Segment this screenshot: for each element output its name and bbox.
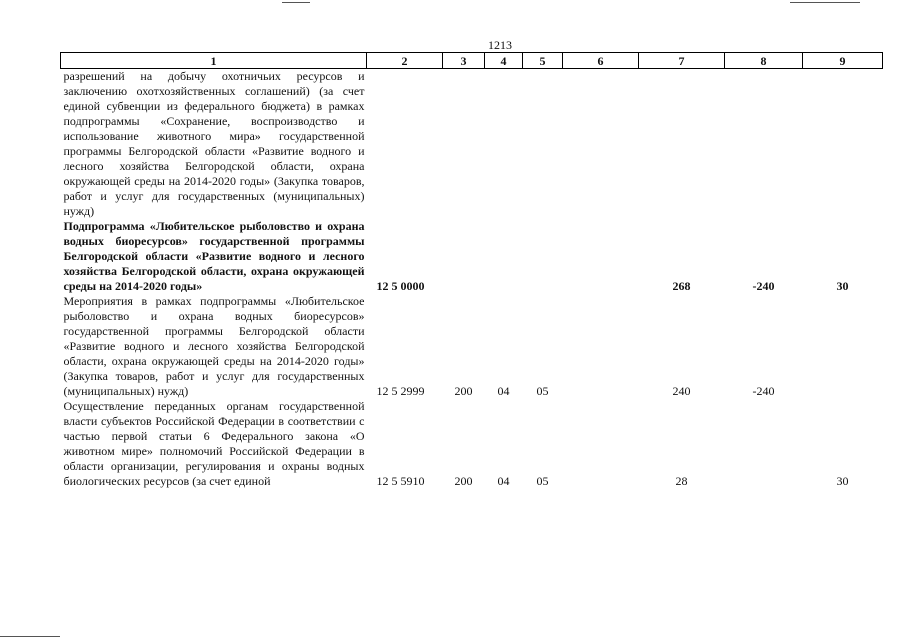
column-6-value bbox=[563, 294, 639, 399]
section-code bbox=[485, 69, 523, 220]
section-code: 04 bbox=[497, 384, 510, 398]
subsection-code bbox=[523, 69, 563, 220]
table-row bbox=[61, 219, 883, 294]
column-header: 2 bbox=[367, 53, 443, 69]
column-8-value bbox=[725, 69, 803, 220]
column-9-value bbox=[803, 294, 883, 399]
column-9-value: 30 bbox=[836, 474, 849, 488]
column-header: 5 bbox=[523, 53, 563, 69]
section-code bbox=[485, 219, 523, 294]
page-number: 1213 bbox=[488, 38, 512, 52]
column-8-value bbox=[725, 399, 803, 489]
target-article-code: 12 5 0000 bbox=[376, 279, 425, 293]
expense-type bbox=[443, 69, 485, 220]
expense-type: 200 bbox=[454, 474, 473, 488]
column-header: 1 bbox=[61, 53, 367, 69]
column-6-value bbox=[563, 399, 639, 489]
scan-edge-mark bbox=[790, 2, 860, 3]
row-description: Мероприятия в рамках подпрограммы «Любительское рыболовство и охрана водных биоресурсов» государственной программы Белгородской области «Развитие водного и лесного хозяйства Белгородской области, охрана окружающей среды на 2014-2020 годы» (Закупка товаров, работ и услуг для государственных (муниципальных) нужд) bbox=[63, 294, 365, 398]
section-code: 04 bbox=[497, 474, 510, 488]
column-8-value: -240 bbox=[752, 384, 775, 398]
column-header: 7 bbox=[639, 53, 725, 69]
column-header: 4 bbox=[485, 53, 523, 69]
scan-edge-mark bbox=[282, 2, 310, 3]
subsection-code: 05 bbox=[536, 474, 549, 488]
column-7-value bbox=[639, 69, 725, 220]
row-description: разрешений на добычу охотничьих ресурсов и заключению охотхозяйственных соглашений) (за счет единой субвенции из федерального бюджета) в рамках подпрограммы «Сохранение, воспроизводство и использование животного мира» государственной программы Белгородской области «Развитие водного и лесного хозяйства Белгородской области, охрана окружающей среды на 2014-2020 годы» (Закупка товаров, работ и услуг для государственных (муниципальных) нужд) bbox=[63, 69, 365, 218]
row-description: Осуществление переданных органам государственной власти субъектов Российской Федерации в соответствии с частью первой статьи 6 Федерального закона «О животном мире» полномочий Российской Федерации в области организации, регулирования и охраны водных биологических ресурсов (за счет единой bbox=[63, 399, 365, 488]
column-9-value: 30 bbox=[836, 279, 849, 293]
table-row bbox=[61, 294, 883, 399]
column-header: 3 bbox=[443, 53, 485, 69]
subsection-code bbox=[523, 219, 563, 294]
column-8-value: -240 bbox=[752, 279, 775, 293]
subsection-code: 05 bbox=[536, 384, 549, 398]
target-article-code bbox=[367, 69, 443, 220]
budget-table bbox=[60, 52, 883, 489]
target-article-code: 12 5 5910 bbox=[376, 474, 425, 488]
table-row bbox=[61, 69, 883, 220]
column-7-value: 268 bbox=[672, 279, 691, 293]
target-article-code: 12 5 2999 bbox=[376, 384, 425, 398]
expense-type: 200 bbox=[454, 384, 473, 398]
column-7-value: 240 bbox=[672, 384, 691, 398]
column-header: 6 bbox=[563, 53, 639, 69]
scan-edge-mark bbox=[0, 636, 60, 637]
column-9-value bbox=[803, 69, 883, 220]
row-description: Подпрограмма «Любительское рыболовство и охрана водных биоресурсов» государственной программы Белгородской области «Развитие водного и лесного хозяйства Белгородской области, охрана окружающей среды на 2014-2020 годы» bbox=[63, 219, 365, 293]
column-6-value bbox=[563, 69, 639, 220]
column-7-value: 28 bbox=[675, 474, 688, 488]
column-header: 8 bbox=[725, 53, 803, 69]
expense-type bbox=[443, 219, 485, 294]
table-row bbox=[61, 399, 883, 489]
column-header: 9 bbox=[803, 53, 883, 69]
column-6-value bbox=[563, 219, 639, 294]
table-header-row bbox=[61, 53, 883, 69]
